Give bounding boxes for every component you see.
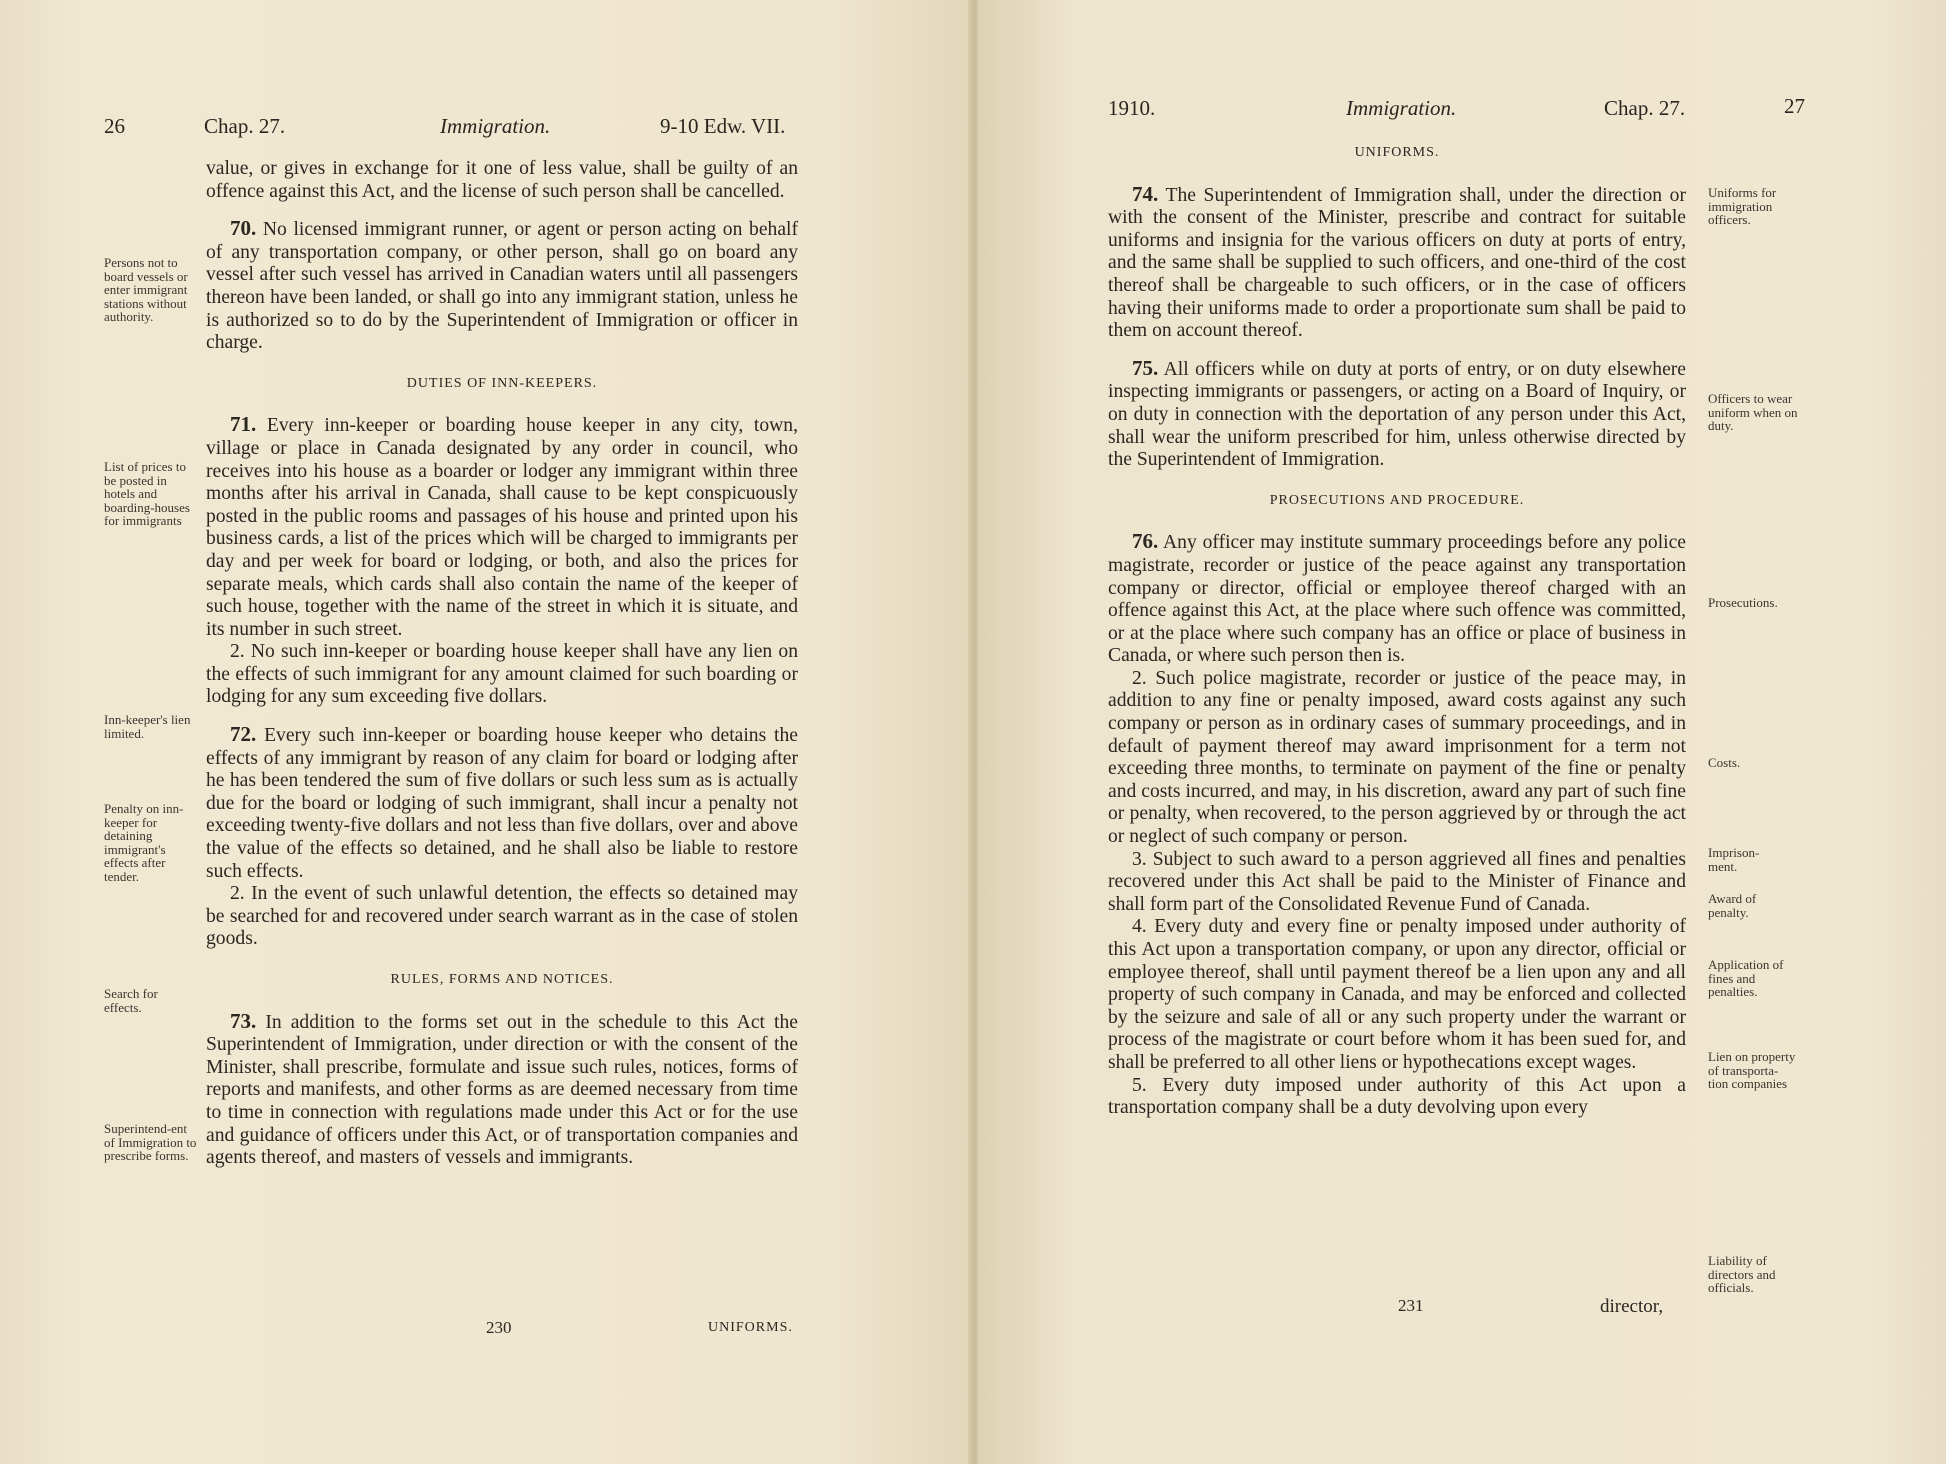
margin-note-74: Uniforms for immigration officers. <box>1708 185 1777 227</box>
section-number: 75. <box>1132 355 1159 380</box>
section-number: 72. <box>230 722 257 747</box>
margin-note-72-2: Search for effects. <box>104 986 158 1015</box>
section-text: Any officer may institute summary proceedings before any police magistrate, recorder or justice of the peace against any transportation company or director, official or employee thereof charged with an offence against this Act, at the place where such offence was committed, or at the place where such company has an office or place of business in Canada, or where such person then is. <box>1108 532 1686 667</box>
right-footer-page-number: 231 <box>1398 1296 1424 1315</box>
right-year: 1910. <box>1108 96 1156 120</box>
section-70 <box>206 217 798 355</box>
heading-duties-of-inn-keepers: DUTIES OF INN-KEEPERS. <box>406 375 598 391</box>
left-text-column <box>206 158 798 1170</box>
section-number: 71. <box>230 412 257 437</box>
section-74 <box>1108 183 1686 343</box>
margin-note-76: Prosecutions. <box>1708 595 1778 610</box>
section-text: Every inn-keeper or boarding house keeper in any city, town, village or place in Canada designated by any order in council, who receives into his house as a boarder or lodger any immigrant within three months after his arrival in Canada, shall cause to be kept conspicuously posted in the public rooms and passages of his house and printed upon his business cards, a list of the prices which will be charged to immigrants per day and per week for board or lodging, or both, and also the prices for separate meals, which cards shall also contain the name of the keeper of such house, together with the name of the street in which it is situate, and its number in such street. <box>206 415 798 640</box>
section-71 <box>206 413 798 641</box>
right-page <box>978 0 1946 1464</box>
section-76-3: 3. Subject to such award to a person aggrieved all fines and penalties recovered under this Act shall be paid to the Minister of Finance and shall form part of the Consolidated Revenue Fund of Canada. <box>1108 848 1686 915</box>
section-text: In addition to the forms set out in the schedule to this Act the Superintendent of Immigration, under direction or with the consent of the Minister, shall prescribe, formulate and issue such rules, notices, forms of reports and manifests, and other forms as are deemed necessary from time to time in connection with regulations made under this Act or for the use and guidance of officers under this Act, or of transportation companies and agents thereof, and masters of vessels and immigrants. <box>206 1011 798 1169</box>
margin-note-71-2: Inn-keeper's lien limited. <box>104 712 191 741</box>
heading-uniforms: UNIFORMS. <box>1354 145 1440 160</box>
section-76-5: 5. Every duty imposed under authority of this Act upon a transportation company shall be a duty devolving upon every <box>1108 1074 1686 1119</box>
section-75 <box>1108 357 1686 472</box>
margin-note-70: Persons not to board vessels or enter immigrant stations without authority. <box>104 255 188 324</box>
margin-note-76-application: Application of fines and penalties. <box>1708 957 1784 999</box>
section-72 <box>206 723 798 883</box>
margin-note-76-lien: Lien on property of transporta-tion companies <box>1708 1049 1796 1091</box>
section-text: No licensed immigrant runner, or agent or person acting on behalf of any transportation company, or other person, shall go on board any vessel after such vessel has arrived in Canadian waters until all passengers thereon have been landed, or shall go into any immigrant station, unless he is authorized so to do by the Superintendent of Immigration or officer in charge. <box>206 219 798 354</box>
left-page <box>0 0 972 1464</box>
section-number: 70. <box>230 216 257 241</box>
section-72-2: 2. In the event of such unlawful detention, the effects so detained may be searched for and recovered under search warrant as in the case of stolen goods. <box>206 883 798 950</box>
section-71-2: 2. No such inn-keeper or boarding house keeper shall have any lien on the effects of such immigrant for any amount claimed for such boarding or lodging for any sum exceeding five dollars. <box>206 641 798 708</box>
margin-note-75: Officers to wear uniform when on duty. <box>1708 391 1798 433</box>
left-footer-page-number: 230 <box>486 1318 512 1337</box>
right-text-column <box>1108 140 1686 1120</box>
heading-rules-forms-notices: RULES, FORMS AND NOTICES. <box>390 972 614 987</box>
margin-note-76-costs: Costs. <box>1708 755 1741 770</box>
section-number: 73. <box>230 1008 257 1033</box>
left-regnal-year: 9-10 Edw. VII. <box>660 114 786 138</box>
margin-note-76-imprisonment: Imprison-ment. <box>1708 845 1760 874</box>
heading-prosecutions-procedure: PROSECUTIONS AND PROCEDURE. <box>1269 492 1525 508</box>
section-text: The Superintendent of Immigration shall, under the direction or with the consent of the Minister, prescribe and contract for suitable uniforms and insignia for the various officers on duty at ports of entry, and the same shall be supplied to such officers, and one-third of the cost thereof shall be chargeable to such officers, or in the case of officers having their uniforms made to order a proportionate sum shall be paid to them on account thereof. <box>1108 184 1687 342</box>
section-number: 76. <box>1132 529 1159 554</box>
right-page-number: 27 <box>1784 94 1805 118</box>
margin-note-76-award: Award of penalty. <box>1708 891 1757 920</box>
section-number: 74. <box>1132 181 1159 206</box>
left-catchword: UNIFORMS. <box>708 1320 793 1335</box>
margin-note-73: Superintend-ent of Immigration to prescribe forms. <box>104 1121 197 1163</box>
section-73 <box>206 1010 798 1170</box>
right-chapter: Chap. 27. <box>1604 96 1686 120</box>
section-76-4: 4. Every duty and every fine or penalty imposed under authority of this Act upon a transportation company, or upon any director, official or employee thereof, shall until payment thereof be a lien upon any and all property of such company in Canada, and may be enforced and collected by the seizure and sale of all or any such property under the warrant or process of the magistrate or court before whom it has been sued for, and shall be preferred to all other liens or hypothecations except wages. <box>1108 916 1686 1073</box>
left-running-title: Immigration. <box>440 114 551 138</box>
section-76-2: 2. Such police magistrate, recorder or justice of the peace may, in addition to any fine or penalty imposed, award costs against any such company or person as in ordinary cases of summary proceedings, and in default of payment thereof may award imprisonment for a term not exceeding three months, to terminate on payment of the fine or penalty and costs incurred, and may, in his discretion, award any part of such fine or penalty, when recovered, to the person aggrieved by or through the act or neglect of such company or person. <box>1108 667 1686 848</box>
section-text: Every such inn-keeper or boarding house keeper who detains the effects of any immigrant by reason of any claim for board or lodging after he has been tendered the sum of five dollars or such less sum as is actually due for the board or lodging of such immigrant, shall incur a penalty not exceeding twenty-five dollars and not less than five dollars, over and above the value of the effects so detained, and he shall also be liable to restore such effects. <box>206 725 798 882</box>
section-76 <box>1108 530 1686 668</box>
margin-note-76-liability: Liability of directors and officials. <box>1708 1253 1776 1295</box>
section-text: All officers while on duty at ports of entry, or on duty elsewhere inspecting immigrants or passengers, or acting on a Board of Inquiry, or on duty in connection with the deportation of any person under this Act, shall wear the uniform prescribed for him, unless otherwise directed by the Superintendent of Immigration. <box>1108 358 1686 471</box>
margin-note-71: List of prices to be posted in hotels and boarding-houses for immigrants <box>104 459 190 528</box>
left-chapter: Chap. 27. <box>204 114 286 138</box>
right-catchword: director, <box>1600 1296 1664 1317</box>
right-running-title: Immigration. <box>1346 96 1457 120</box>
margin-note-72: Penalty on inn-keeper for detaining immigrant's effects after tender. <box>104 801 184 884</box>
continuation-text: value, or gives in exchange for it one of less value, shall be guilty of an offence against this Act, and the license of such person shall be cancelled. <box>206 158 798 202</box>
left-page-number: 26 <box>104 114 125 138</box>
